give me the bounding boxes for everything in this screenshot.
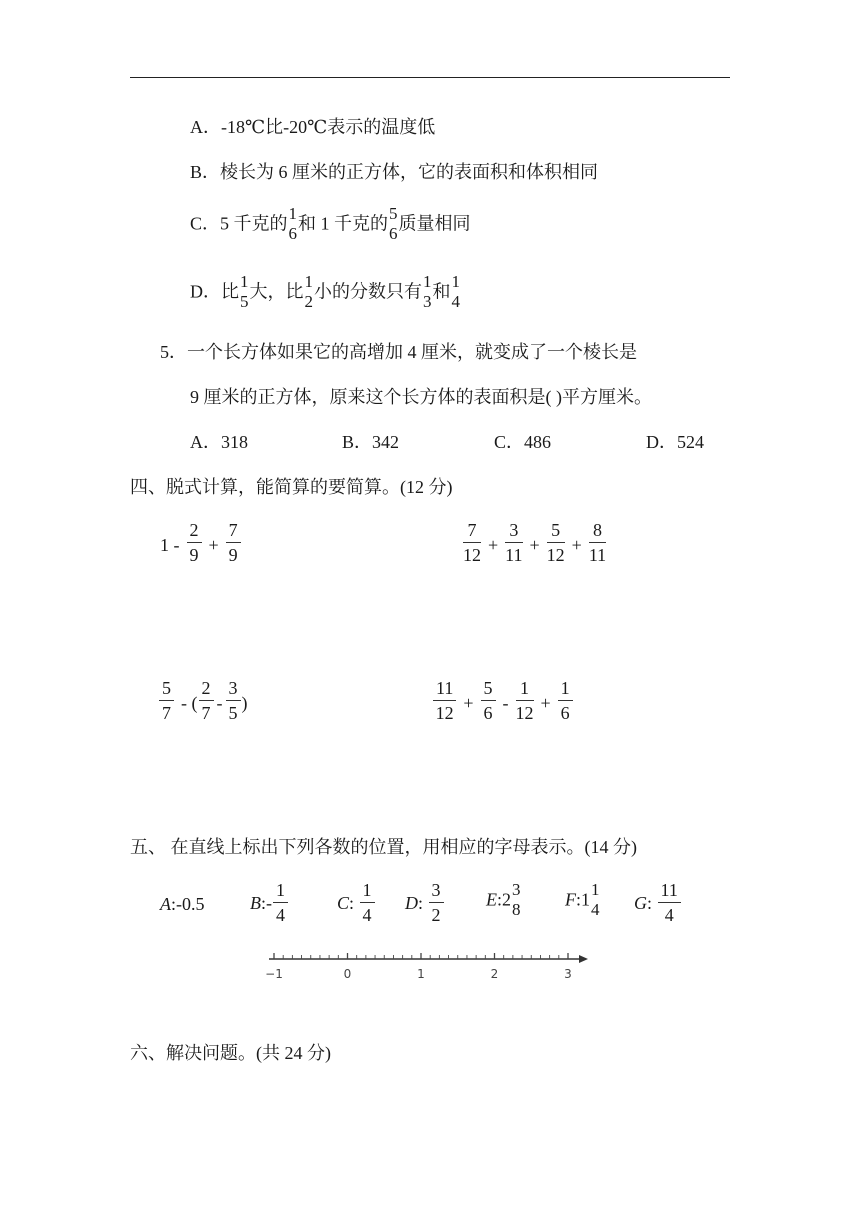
fraction: $\frac{1}{12}$ [515,678,534,723]
q5-choice-c: C．486 [494,432,552,452]
point-g-value: G: $\frac{11}{4}$ [634,882,682,927]
fraction: $\frac{5}{12}$ [546,520,565,565]
section4-title: 四、脱式计算，能简算的要简算。(12 分) [130,477,453,497]
fraction: $\frac{2}{7}$ [199,678,214,723]
fraction: 1 4 [451,272,460,311]
q4-option-c [190,206,471,245]
point-d-value: D: $\frac{3}{2}$ [405,882,445,927]
fraction: $\frac{7}{12}$ [463,520,481,565]
q4d-mid2: 小的分数只有 [314,281,422,302]
fraction: $\frac{1}{4}$ [360,880,375,925]
fraction: $\frac{3}{5}$ [226,678,241,723]
fraction: $\frac{3}{2}$ [429,880,444,925]
q4d-mid3: 和 [432,281,451,302]
q4-option-b: B．棱长为 6 厘米的正方体，它的表面积和体积相同 [190,162,599,182]
fraction: $\frac{2}{9}$ [187,520,202,565]
number-line-arrow [579,955,588,963]
fraction: $\frac{11}{4}$ [658,880,681,925]
fraction: $\frac{5}{6}$ [481,678,496,723]
number-line [265,950,600,984]
section5-title: 五、 在直线上标出下列各数的位置，用相应的字母表示。(14 分) [130,837,637,857]
q4d-prefix: D．比 [190,281,239,302]
q5-line1: 5．一个长方体如果它的高增加 4 厘米，就变成了一个棱长是 [160,342,637,362]
q5-line2: 9 厘米的正方体，原来这个长方体的表面积是( )平方厘米。 [190,387,652,407]
q4c-prefix: C．5 千克的 [190,213,288,234]
number-line-label: 1 [417,967,425,981]
fraction: 1 6 [288,204,298,243]
q4d-mid1: 大，比 [249,281,304,302]
q5-choice-d: D．524 [646,432,704,452]
point-c-value: C: $\frac{1}{4}$ [337,882,376,927]
point-f-value: F:1 1 4 [565,880,600,919]
q4-option-d [190,274,461,313]
header-rule [130,77,730,78]
q5-choice-b: B．342 [342,432,400,452]
fraction: $\frac{8}{11}$ [588,520,607,565]
point-e-value: E:2 3 8 [486,880,521,919]
fraction: $\frac{7}{9}$ [226,520,241,565]
fraction: 5 6 [389,204,398,243]
number-line-label: 0 [343,967,352,981]
q4c-suffix: 质量相同 [398,213,471,234]
number-line-label: 3 [564,967,572,981]
calc-expression-4: $\frac{11}{12}$ + $\frac{5}{6}$ - $\frac{1}{12}$ + $\frac{1}{6}$ [432,680,574,725]
fraction: 3 8 [512,880,521,919]
fraction: 1 2 [304,272,313,311]
fraction: $\frac{11}{12}$ [433,678,456,723]
calc-expression-3: $\frac{5}{7}$ - ( $\frac{2}{7}$ - $\frac{3}{5}$ ) [158,680,254,725]
calc-expression-2: $\frac{7}{12}$ + $\frac{3}{11}$ + $\frac{5}{12}$ + $\frac{8}{11}$ [463,520,607,565]
q4c-mid: 和 1 千克的 [298,213,389,234]
fraction: $\frac{5}{7}$ [159,678,174,723]
fraction: $\frac{3}{11}$ [505,520,523,565]
calc-expression-1: 1 - $\frac{2}{9}$ + $\frac{7}{9}$ [160,522,242,567]
number-line-label: 2 [490,967,499,981]
fraction: 1 5 [240,272,249,311]
fraction: $\frac{1}{4}$ [273,880,288,925]
point-b-value: B:- $\frac{1}{4}$ [250,882,289,927]
fraction: 1 4 [591,880,600,919]
q4-option-a: A．-18℃比-20℃表示的温度低 [190,117,436,137]
number-line-label: −1 [265,967,283,981]
section6-title: 六、解决问题。(共 24 分) [130,1043,331,1063]
q5-choice-a: A．318 [190,432,248,452]
point-a-value: A:-0.5 [160,894,205,914]
fraction: $\frac{1}{6}$ [558,678,573,723]
fraction: 1 3 [423,272,432,311]
